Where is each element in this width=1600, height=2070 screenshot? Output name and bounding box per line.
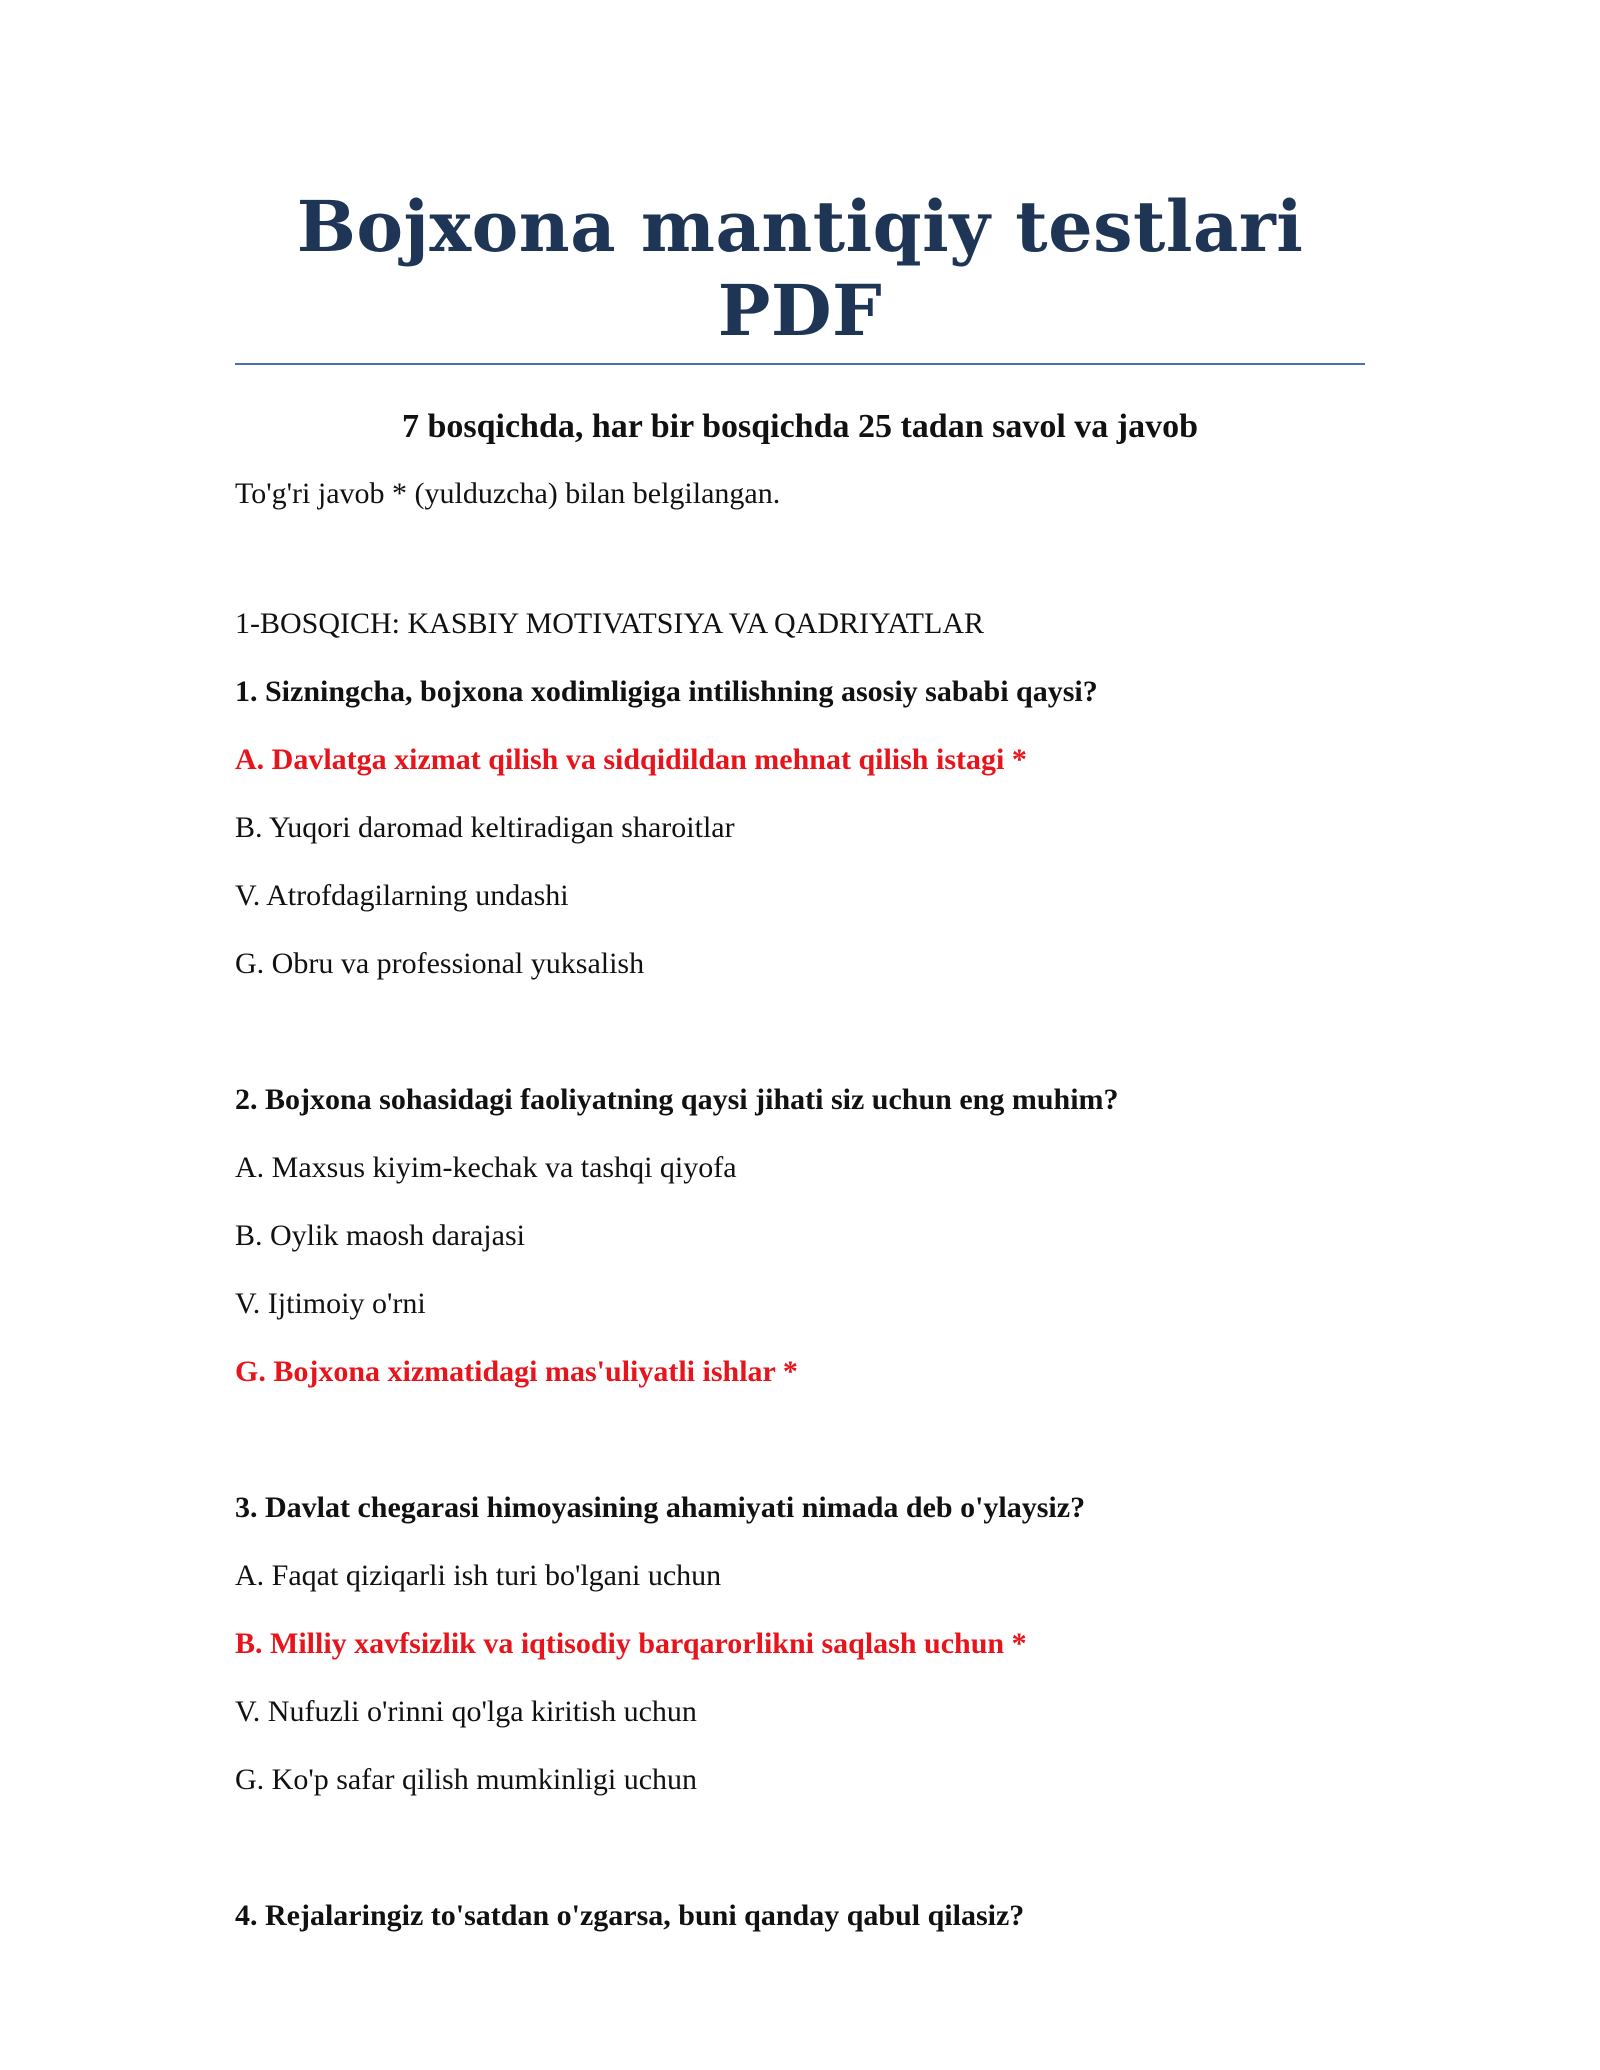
answer-key-note: To'g'ri javob * (yulduzcha) bilan belgilangan. bbox=[235, 476, 781, 510]
document-subtitle: 7 bosqichda, har bir bosqichda 25 tadan savol va javob bbox=[401, 408, 1199, 445]
answer-option: V. Ijtimoiy o'rni bbox=[235, 1286, 426, 1320]
question-text: 4. Rejalaringiz to'satdan o'zgarsa, buni qanday qabul qilasiz? bbox=[235, 1898, 1025, 1932]
question-text: 3. Davlat chegarasi himoyasining ahamiyati nimada deb o'ylaysiz? bbox=[235, 1490, 1086, 1524]
answer-option: G. Obru va professional yuksalish bbox=[235, 946, 645, 980]
answer-option: B. Yuqori daromad keltiradigan sharoitlar bbox=[235, 810, 735, 844]
answer-option: A. Faqat qiziqarli ish turi bo'lgani uchun bbox=[235, 1558, 722, 1592]
stage-heading: 1-BOSQICH: KASBIY MOTIVATSIYA VA QADRIYATLAR bbox=[235, 606, 984, 640]
answer-option: V. Atrofdagilarning undashi bbox=[235, 878, 569, 912]
answer-option: B. Oylik maosh darajasi bbox=[235, 1218, 525, 1252]
document-title: Bojxona mantiqiy testlari PDF bbox=[296, 185, 1304, 352]
answer-option-correct: A. Davlatga xizmat qilish va sidqidildan mehnat qilish istagi * bbox=[235, 742, 1027, 776]
answer-option-correct: G. Bojxona xizmatidagi mas'uliyatli ishlar * bbox=[235, 1354, 798, 1388]
document-page bbox=[235, 185, 1365, 1934]
answer-option: A. Maxsus kiyim-kechak va tashqi qiyofa bbox=[235, 1150, 737, 1184]
answer-option-correct: B. Milliy xavfsizlik va iqtisodiy barqarorlikni saqlash uchun * bbox=[235, 1626, 1027, 1660]
question-text: 2. Bojxona sohasidagi faoliyatning qaysi jihati siz uchun eng muhim? bbox=[235, 1082, 1119, 1116]
answer-option: V. Nufuzli o'rinni qo'lga kiritish uchun bbox=[235, 1694, 697, 1728]
title-underline-divider bbox=[235, 363, 1365, 365]
question-text: 1. Sizningcha, bojxona xodimligiga intilishning asosiy sababi qaysi? bbox=[235, 674, 1098, 708]
answer-option: G. Ko'p safar qilish mumkinligi uchun bbox=[235, 1762, 698, 1796]
